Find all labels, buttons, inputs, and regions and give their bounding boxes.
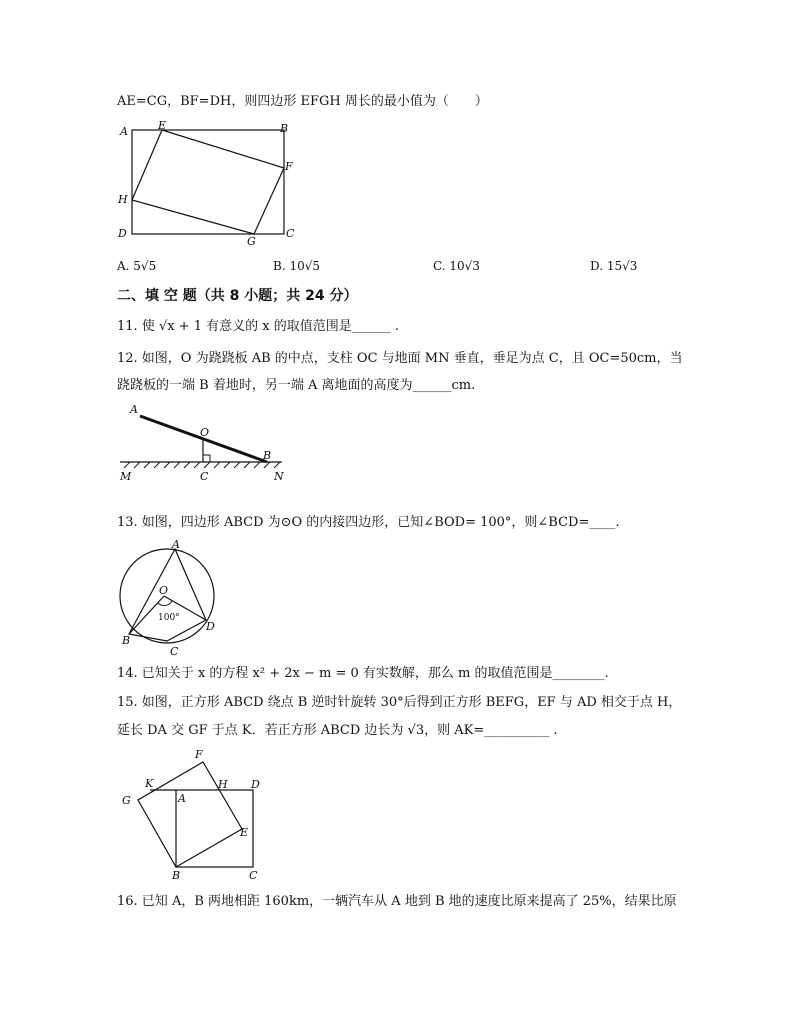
q10-label-a: A [120, 125, 128, 138]
q15-label-c: C [249, 869, 258, 882]
q15-label-k: K [145, 777, 154, 790]
q12-label-o: O [200, 426, 210, 439]
q10-label-f: F [285, 160, 293, 173]
q15-label-h: H [218, 778, 228, 791]
q15-label-e: E [240, 826, 249, 839]
q11-text: 11. 使 √x + 1 有意义的 x 的取值范围是______ . [117, 319, 399, 334]
q15-line2: 延长 DA 交 GF 于点 K．若正方形 ABCD 边长为 √3，则 AK=__________ . [117, 723, 558, 738]
q12-label-n: N [274, 470, 284, 483]
q10-option-b: B. 10√5 [273, 259, 320, 273]
q15-line1: 15. 如图，正方形 ABCD 绕点 B 逆时针旋转 30°后得到正方形 BEFG，EF 与 AD 相交于点 H， [117, 695, 682, 710]
q10-label-g: G [247, 235, 256, 248]
q10-option-a: A. 5√5 [117, 259, 157, 273]
q10-label-h: H [118, 193, 128, 206]
q10-option-c: C. 10√3 [433, 259, 480, 273]
q13-label-b: B [122, 634, 131, 647]
q16-text: 16. 已知 A，B 两地相距 160km，一辆汽车从 A 地到 B 地的速度比原来提高了 25%，结果比原 [117, 894, 677, 909]
q15-label-b: B [172, 869, 181, 882]
q10-label-d: D [118, 227, 127, 240]
q15-label-f: F [195, 748, 203, 761]
q13-label-d: D [206, 620, 215, 633]
q13-label-o: O [159, 584, 169, 597]
q10-label-b: B [280, 122, 289, 135]
q15-label-a: A [178, 792, 186, 805]
q10-figure [112, 118, 302, 250]
q15-label-g: G [122, 794, 131, 807]
q10-stem: AE=CG，BF=DH，则四边形 EFGH 周长的最小值为（ ） [117, 94, 488, 109]
q15-label-d: D [251, 778, 260, 791]
q12-label-m: M [120, 470, 132, 483]
q12-line1: 12. 如图，O 为跷跷板 AB 的中点，支柱 OC 与地面 MN 垂直，垂足为点 C，且 OC=50cm，当 [117, 351, 683, 366]
q12-label-b: B [263, 449, 272, 462]
q13-figure [112, 538, 222, 658]
q14-text: 14. 已知关于 x 的方程 x² + 2x − m = 0 有实数解，那么 m 的取值范围是________. [117, 666, 609, 681]
q12-label-c: C [200, 470, 209, 483]
q12-line2: 跷跷板的一端 B 着地时，另一端 A 离地面的高度为______cm. [117, 378, 476, 393]
q15-figure [112, 746, 272, 882]
q12-figure [112, 398, 302, 488]
q10-label-c: C [286, 227, 295, 240]
q12-label-a: A [130, 403, 138, 416]
q10-label-e: E [158, 119, 167, 132]
q13-label-c: C [170, 645, 179, 658]
q13-text: 13. 如图，四边形 ABCD 为⊙O 的内接四边形，已知∠BOD= 100°，则∠BCD=____. [117, 515, 620, 530]
q10-option-d: D. 15√3 [590, 259, 638, 273]
q13-label-a: A [172, 538, 180, 551]
q13-angle-label: 100° [158, 613, 180, 623]
section2-title: 二、填 空 题（共 8 小题；共 24 分） [117, 288, 358, 304]
